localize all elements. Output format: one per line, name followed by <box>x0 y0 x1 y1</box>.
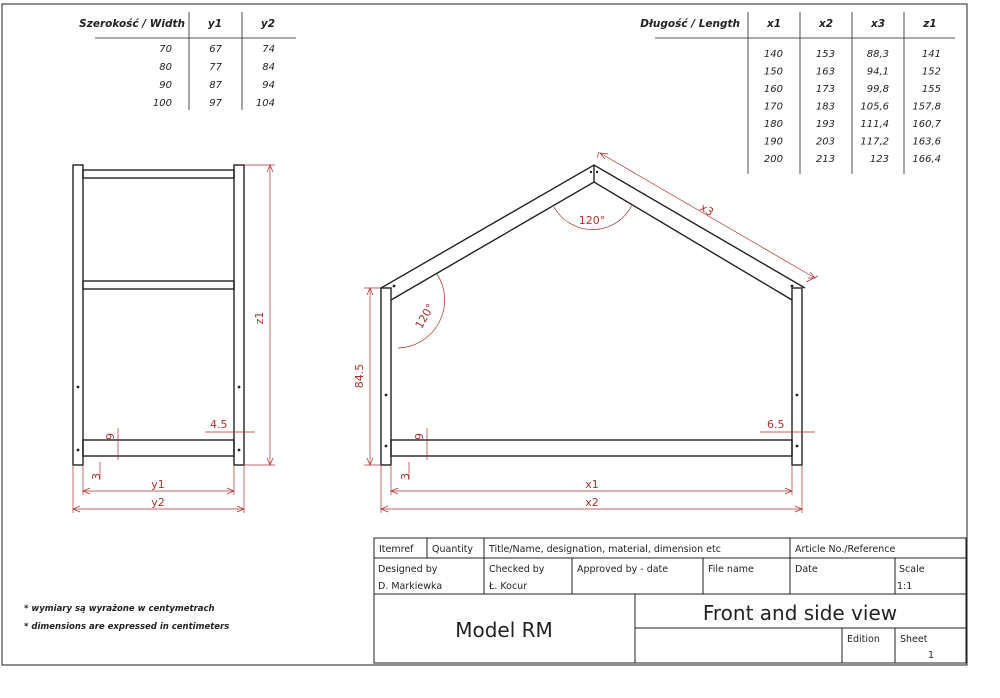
quantity-label: Quantity <box>432 544 474 555</box>
y1-cell: 97 <box>209 98 222 109</box>
article-label: Article No./Reference <box>795 544 896 555</box>
z1-cell: 155 <box>921 84 941 95</box>
note-pl: * wymiary są wyrażone w centymetrach <box>24 604 215 614</box>
y2-label: y2 <box>151 496 165 509</box>
x3-cell: 88,3 <box>866 49 889 60</box>
angle-top-label: 120° <box>578 214 606 227</box>
side-dim-3: 3 <box>90 473 103 480</box>
approved-label: Approved by - date <box>577 564 669 575</box>
designer-value: D. Markiewka <box>378 581 443 592</box>
x2-cell: 173 <box>815 84 835 95</box>
x1-label: x1 <box>585 478 599 491</box>
x2-header: x2 <box>818 18 834 30</box>
front-dim-3: 3 <box>399 473 412 480</box>
y1-cell: 77 <box>209 62 222 73</box>
z1-cell: 141 <box>921 49 941 60</box>
notes <box>24 604 229 632</box>
edition-label: Edition <box>847 634 880 645</box>
y2-cell: 104 <box>255 98 275 109</box>
angle-left-label: 120° <box>412 301 438 331</box>
h845-label: 84.5 <box>353 363 366 389</box>
side-right-post <box>234 165 244 465</box>
side-top-rail <box>83 170 234 178</box>
x3-cell: 123 <box>869 154 889 165</box>
x2-cell: 163 <box>815 66 835 78</box>
width-table <box>79 12 296 110</box>
y1-cell: 87 <box>209 80 222 91</box>
x3-cell: 99,8 <box>866 84 889 95</box>
sheet-value: 1 <box>928 650 935 661</box>
date-label: Date <box>795 564 818 575</box>
side-dim-45: 4.5 <box>210 418 228 431</box>
view-title: Front and side view <box>702 601 898 625</box>
y1-label: y1 <box>151 478 165 491</box>
x1-cell: 180 <box>763 119 783 130</box>
x3-header: x3 <box>870 18 886 30</box>
designed-by-label: Designed by <box>378 564 438 575</box>
x1-cell: 200 <box>763 154 783 165</box>
x1-cell: 160 <box>763 84 783 95</box>
front-dim-65: 6.5 <box>767 418 785 431</box>
front-bottom-rail <box>391 440 792 456</box>
x3-label: x3 <box>697 200 716 219</box>
x1-cell: 140 <box>763 49 783 60</box>
title-block <box>374 538 966 663</box>
itemref-label: Itemref <box>379 544 414 555</box>
y1-cell: 67 <box>209 44 222 55</box>
front-view <box>381 165 805 465</box>
side-left-post <box>73 165 83 465</box>
z1-cell: 152 <box>921 66 941 78</box>
scale-label: Scale <box>899 564 925 575</box>
side-bottom-rail <box>83 440 234 456</box>
y2-header: y2 <box>260 18 276 30</box>
z1-label: z1 <box>253 311 266 325</box>
title-name-label: Title/Name, designation, material, dimension etc <box>489 544 721 555</box>
y2-cell: 94 <box>262 80 275 91</box>
front-right-post <box>792 288 802 465</box>
checker-value: Ł. Kocur <box>489 581 528 592</box>
roof-inner <box>391 182 792 300</box>
y2-cell: 84 <box>262 62 275 73</box>
x1-cell: 170 <box>763 101 783 113</box>
x3-cell: 105,6 <box>860 101 889 113</box>
x2-cell: 193 <box>815 119 835 130</box>
x2-cell: 213 <box>815 154 835 165</box>
model-name: Model RM <box>455 618 553 642</box>
x1-cell: 150 <box>763 66 783 78</box>
y2-cell: 74 <box>262 44 275 55</box>
x2-cell: 203 <box>815 136 835 148</box>
x3-cell: 94,1 <box>866 66 889 78</box>
note-en: * dimensions are expressed in centimeters <box>24 622 230 632</box>
x3-cell: 111,4 <box>860 119 889 130</box>
z1-cell: 160,7 <box>912 119 941 130</box>
z1-header: z1 <box>923 18 937 30</box>
side-mid-rail <box>83 281 234 289</box>
width-header: Szerokość / Width <box>79 18 185 30</box>
x1-cell: 190 <box>763 136 783 148</box>
length-table <box>640 12 955 174</box>
sheet-label: Sheet <box>900 634 928 645</box>
z1-cell: 166,4 <box>912 154 941 165</box>
length-header: Długość / Length <box>640 18 740 30</box>
x2-label: x2 <box>585 496 599 509</box>
x1-header: x1 <box>766 18 782 30</box>
y1-header: y1 <box>207 18 223 30</box>
z1-cell: 163,6 <box>912 136 941 148</box>
x2-cell: 183 <box>815 101 835 113</box>
x3-cell: 117,2 <box>860 136 889 148</box>
side-dim-9: 9 <box>104 433 117 440</box>
file-name-label: File name <box>708 564 754 575</box>
checked-by-label: Checked by <box>489 564 545 575</box>
width-cell: 70 <box>159 44 172 55</box>
front-view-dimensions <box>353 152 818 513</box>
width-cell: 90 <box>159 80 172 91</box>
front-left-post <box>381 288 391 465</box>
front-dim-9: 9 <box>413 433 426 440</box>
z1-cell: 157,8 <box>912 101 941 113</box>
x2-cell: 153 <box>815 49 835 60</box>
width-cell: 100 <box>152 98 172 109</box>
scale-value: 1:1 <box>897 581 913 592</box>
width-cell: 80 <box>159 62 172 73</box>
